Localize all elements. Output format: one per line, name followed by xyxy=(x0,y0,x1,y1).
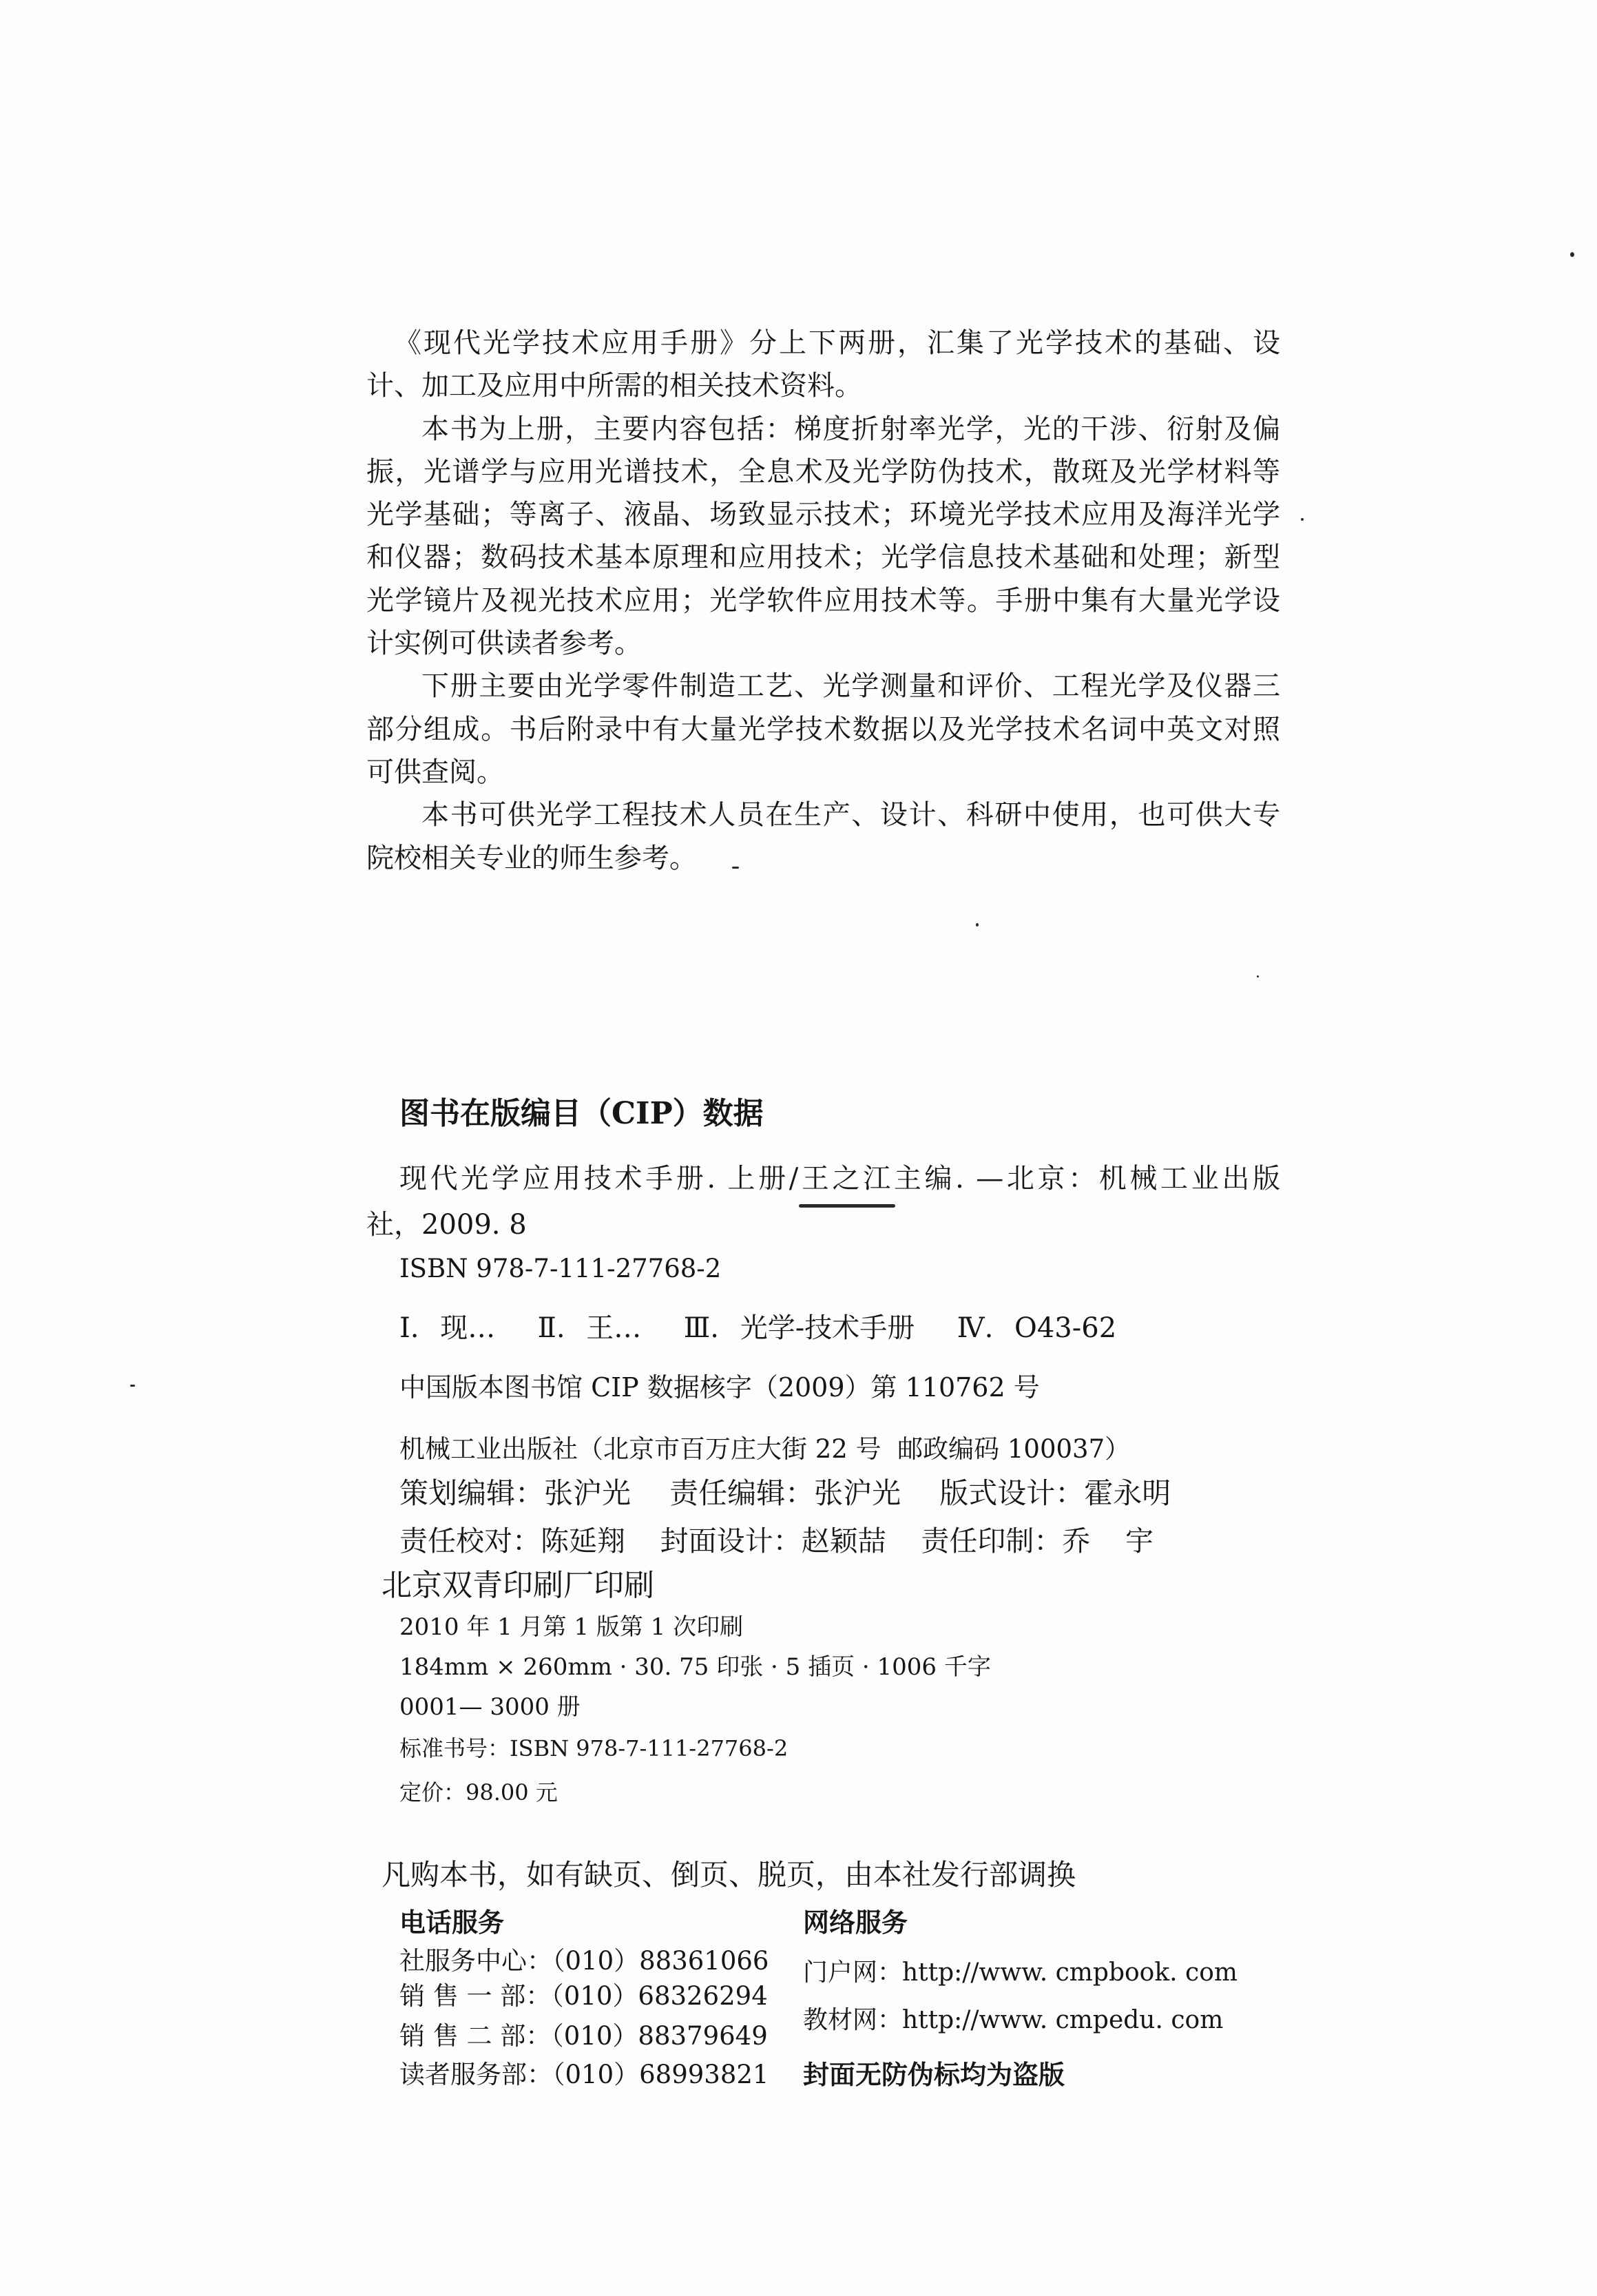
phone-line: 销 售 二 部：（010）88379649 xyxy=(399,2021,768,2051)
edition-info: 2010 年 1 月第 1 版第 1 次印刷 xyxy=(399,1613,744,1641)
scan-artifact xyxy=(1301,518,1304,521)
portal-website: 门户网：http://www. cmpbook. com xyxy=(803,1958,1238,1987)
standard-book-number: 标准书号：ISBN 978-7-111-27768-2 xyxy=(399,1735,789,1761)
anti-piracy-notice: 封面无防伪标均为盗版 xyxy=(803,2059,1065,2090)
cip-classification: Ⅰ. 现… Ⅱ. 王… Ⅲ. 光学-技术手册 Ⅳ. O43-62 xyxy=(399,1312,1117,1344)
description-line: 计、加工及应用中所需的相关技术资料。 xyxy=(366,370,862,402)
proofing-credits: 责任校对：陈延翔 封面设计：赵颖喆 责任印制：乔 宇 xyxy=(399,1524,1154,1558)
description-line: 和仪器；数码技术基本原理和应用技术；光学信息技术基础和处理；新型 xyxy=(366,541,1280,574)
description-line: 可供查阅。 xyxy=(366,756,504,788)
book-description xyxy=(366,322,1280,880)
description-line: 院校相关专业的师生参考。 xyxy=(366,842,697,874)
phone-line: 销 售 一 部：（010）68326294 xyxy=(399,1981,768,2011)
phone-line: 读者服务部：（010）68993821 xyxy=(399,2060,769,2089)
description-line: 光学镜片及视光技术应用；光学软件应用技术等。手册中集有大量光学设 xyxy=(366,584,1280,617)
cip-number: 中国版本图书馆 CIP 数据核字（2009）第 110762 号 xyxy=(399,1372,1040,1403)
description-line: 光学基础；等离子、液晶、场致显示技术；环境光学技术应用及海洋光学 xyxy=(366,499,1280,531)
format-info: 184mm × 260mm · 30. 75 印张 · 5 插页 · 1006 千字 xyxy=(399,1653,991,1681)
scan-artifact xyxy=(1257,975,1259,978)
cip-isbn: ISBN 978-7-111-27768-2 xyxy=(399,1254,722,1283)
cip-heading: 图书在版编目（CIP）数据 xyxy=(399,1096,764,1131)
web-service-heading: 网络服务 xyxy=(803,1907,908,1938)
scan-artifact xyxy=(1570,252,1574,257)
scan-artifact xyxy=(799,1204,895,1208)
replacement-notice: 凡购本书，如有缺页、倒页、脱页，由本社发行部调换 xyxy=(382,1858,1076,1892)
scan-artifact xyxy=(732,867,739,869)
editor-credits: 策划编辑：张沪光 责任编辑：张沪光 版式设计：霍永明 xyxy=(399,1476,1171,1510)
publisher-address: 机械工业出版社（北京市百万庄大街 22 号 邮政编码 100037） xyxy=(399,1434,1131,1464)
description-line: 《现代光学技术应用手册》分上下两册，汇集了光学技术的基础、设 xyxy=(394,327,1280,359)
scan-artifact xyxy=(130,1385,135,1387)
price: 定价：98.00 元 xyxy=(399,1779,558,1806)
description-line: 振，光谱学与应用光谱技术，全息术及光学防伪技术，散斑及光学材料等 xyxy=(366,455,1280,488)
description-line: 本书为上册，主要内容包括：梯度折射率光学，光的干涉、衍射及偏 xyxy=(421,413,1280,445)
cip-record-line: 现代光学应用技术手册. 上册/王之江主编. —北京：机械工业出版 xyxy=(399,1163,1280,1194)
print-run: 0001— 3000 册 xyxy=(399,1693,581,1721)
phone-line: 社服务中心：（010）88361066 xyxy=(399,1946,769,1976)
textbook-website: 教材网：http://www. cmpedu. com xyxy=(803,2006,1224,2034)
printer: 北京双青印刷厂印刷 xyxy=(382,1568,654,1603)
description-line: 计实例可供读者参考。 xyxy=(366,628,642,660)
cip-record-line: 社，2009. 8 xyxy=(366,1209,527,1241)
scan-artifact xyxy=(976,923,979,927)
description-line: 下册主要由光学零件制造工艺、光学测量和评价、工程光学及仪器三 xyxy=(421,670,1280,703)
description-line: 部分组成。书后附录中有大量光学技术数据以及光学技术名词中英文对照 xyxy=(366,713,1280,745)
phone-service-heading: 电话服务 xyxy=(399,1907,505,1938)
description-line: 本书可供光学工程技术人员在生产、设计、科研中使用，也可供大专 xyxy=(421,799,1280,831)
